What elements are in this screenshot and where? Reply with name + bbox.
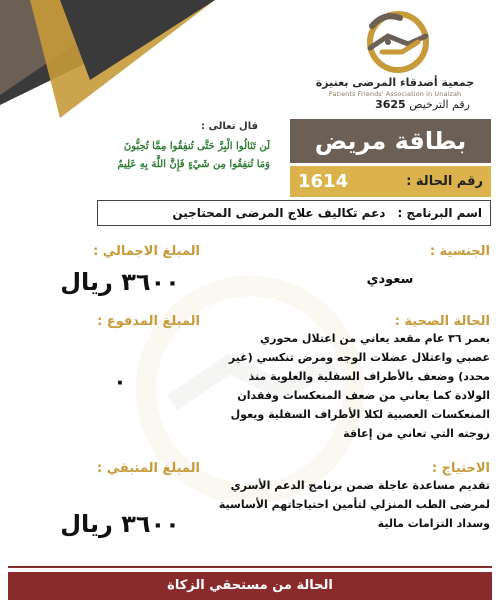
paid-amount-value: ٠ [113,370,127,395]
program-value: دعم تكاليف علاج المرضى المحتاجين [172,206,386,220]
verse-line-1: لَن تَنَالُوا الْبِرَّ حَتَّى تُنفِقُوا مِمَّا تُحِبُّونَ [123,141,270,152]
case-number-value: 1614 [298,171,349,192]
paid-amount-label: المبلغ المدفوع : [97,314,200,329]
verse-intro: قال تعالى : [201,121,258,132]
association-logo [348,8,448,78]
card-title: بطاقة مريض [290,119,491,163]
need-value: تقديم مساعدة عاجلة ضمن برنامج الدعم الأسري لمرضى الطب المنزلي لتأمين احتياجاتهم الأساسية وسداد التزامات مالية [218,479,490,530]
total-amount-label: المبلغ الاجمالي : [93,244,200,259]
case-number-box [290,166,491,197]
remaining-amount-value: ٣٦٠٠ ريال [60,510,180,538]
license-value: 3625 [375,98,406,111]
program-label: اسم البرنامج : [397,206,482,220]
license-number [300,98,470,111]
total-amount-value: ٣٦٠٠ ريال [60,268,180,296]
nationality-value: سعودي [366,272,414,287]
verse-line-2: وَمَا تُنفِقُوا مِن شَيْءٍ فَإِنَّ اللَّهَ بِهِ عَلِيمٌ [117,159,270,170]
license-label: رقم الترخيص [409,98,470,111]
org-name-arabic: جمعية أصدقاء المرضى بعنيزة [315,76,475,89]
footer-divider [8,566,492,568]
health-status-label: الحالة الصحية : [394,314,490,329]
corner-decoration [0,0,220,130]
need-label: الاحتياج : [431,461,490,476]
nationality-label: الجنسية : [429,244,490,259]
org-name-english: Patients Friends' Association in Unaizah [328,90,462,98]
remaining-amount-label: المبلغ المتبقي : [97,461,200,476]
health-status-value: بعمر ٣٦ عام مقعد يعاني من اعتلال محوري عصبي واعتلال عضلات الوجه ومرض تنكسي (غير محدد) وضعف بالأطراف السفلية والعلوية منذ الولادة كما يعاني من ضعف المنعكسات وفقدان المنعكسات العصبية لكلا الأطراف السفلية ويعول زوجته التي تعاني من إعاقة [228,332,490,440]
quran-verse [40,138,270,174]
zakat-eligibility-banner: الحالة من مستحقي الزكاة [8,572,492,600]
case-number-label: رقم الحالة : [406,174,483,189]
program-row [97,200,491,226]
